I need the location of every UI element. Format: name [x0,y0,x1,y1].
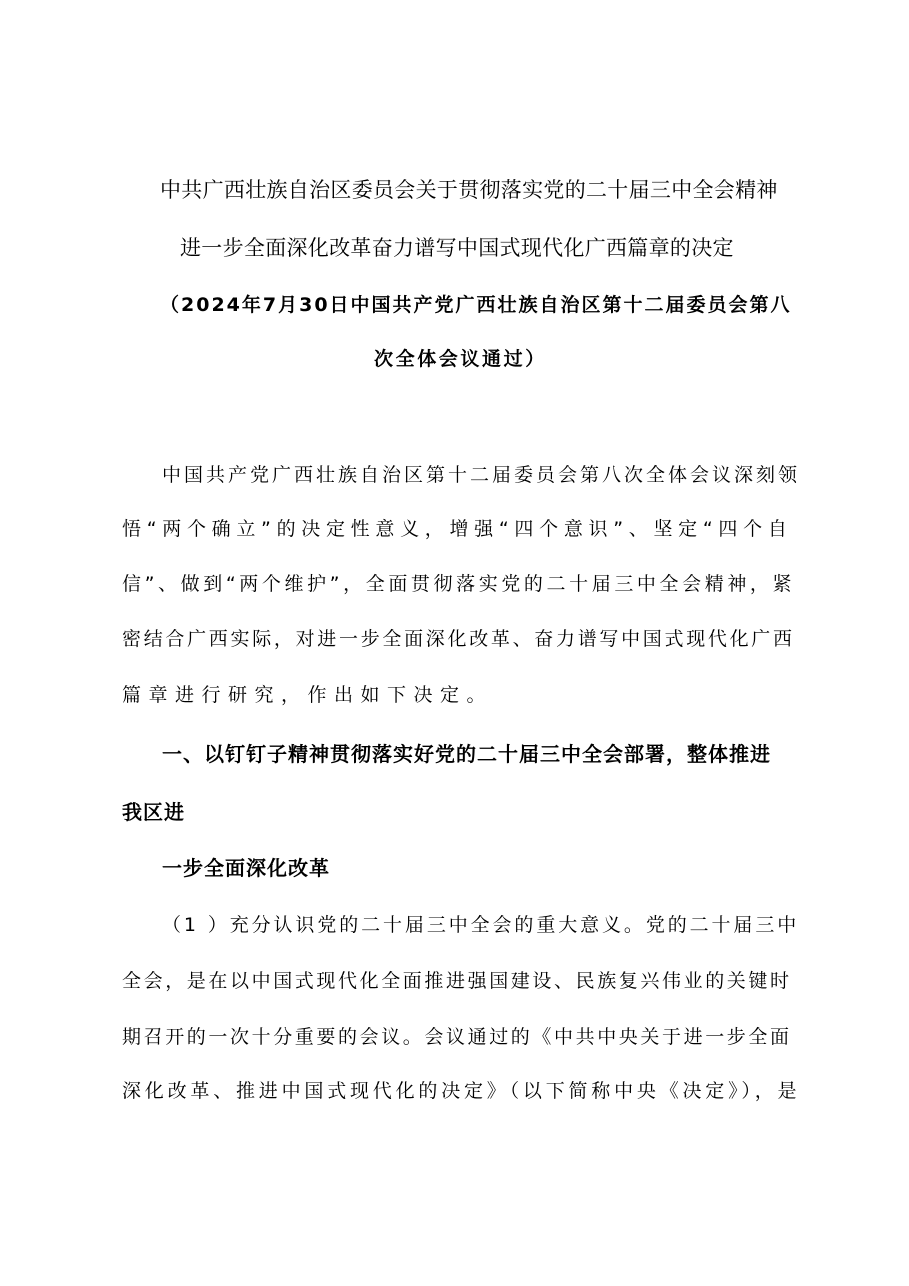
document-title-line-2: 进一步全面深化改革奋力谱写中国式现代化广西篇章的决定 [180,236,734,260]
item1-paragraph-line-2: 全会，是在以中国式现代化全面推进强国建设、民族复兴伟业的关键时 [122,970,792,992]
intro-paragraph-line-1: 中国共产党广西壮族自治区第十二届委员会第八次全体会议深刻领 [162,464,801,486]
intro-paragraph-line-3: 信”、做到“两个维护”，全面贯彻落实党的二十届三中全会精神，紧 [122,573,796,595]
item1-paragraph-line-4: 深化改革、推进中国式现代化的决定》（以下简称中央《决定》），是 [122,1080,801,1102]
section-heading-line-1: 一、以钉钉子精神贯彻落实好党的二十届三中全会部署，整体推进 [162,742,771,766]
item1-paragraph-line-1: （1 ）充分认识党的二十届三中全会的重大意义。党的二十届三中 [162,914,800,936]
section-heading-line-2: 我区进 [122,800,185,824]
section-heading-line-3: 一步全面深化改革 [162,856,330,880]
document-title-line-1: 中共广西壮族自治区委员会关于贯彻落实党的二十届三中全会精神 [160,178,778,202]
document-subtitle-line-2: 次全体会议通过） [374,348,547,370]
item1-paragraph-line-3: 期召开的一次十分重要的会议。会议通过的《中共中央关于进一步全面 [122,1026,792,1048]
document-subtitle-line-1: （2024年7月30日中国共产党广西壮族自治区第十二届委员会第八 [160,294,792,316]
intro-paragraph-line-5: 篇章进行研究，作出如下决定。 [122,684,494,706]
intro-paragraph-line-4: 密结合广西实际，对进一步全面深化改革、奋力谱写中国式现代化广西 [122,628,795,650]
intro-paragraph-line-2: 悟“两个确立”的决定性意义，增强“四个意识”、坚定“四个自 [122,518,793,540]
